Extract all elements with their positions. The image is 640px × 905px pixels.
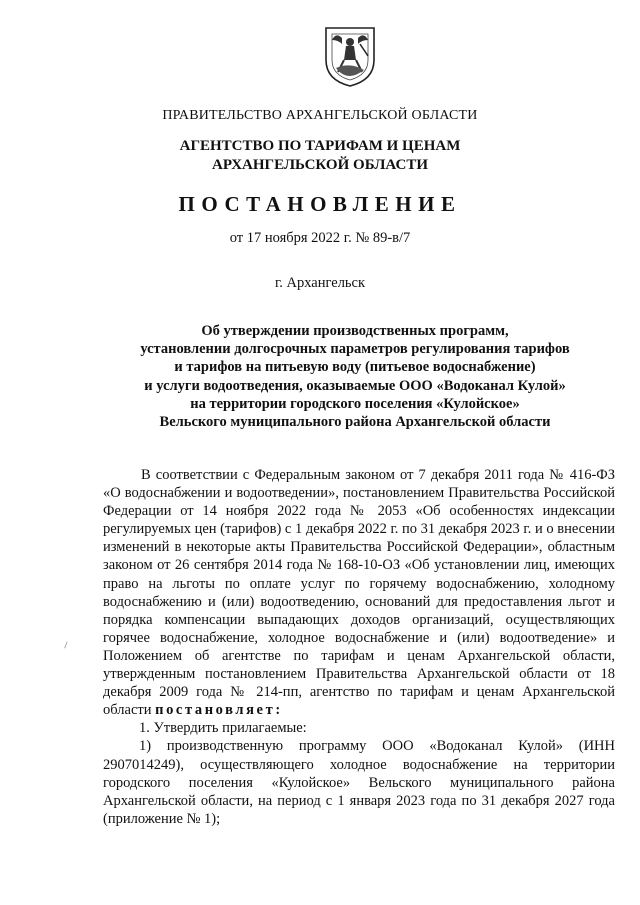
document-date-number: от 17 ноября 2022 г. № 89-в/7 — [229, 230, 411, 246]
item-1: 1. Утвердить прилагаемые: — [139, 720, 307, 737]
document-type: ПОСТАНОВЛЕНИЕ — [178, 192, 462, 216]
title-line: на территории городского поселения «Кулойское» — [190, 395, 520, 412]
agency-name — [0, 137, 640, 175]
title-line: и услуги водоотведения, оказываемые ООО «Водоканал Кулой» — [144, 377, 566, 394]
agency-name-line-1: АГЕНТСТВО ПО ТАРИФАМ И ЦЕНАМ — [179, 138, 461, 154]
title-line: Об утверждении производственных программ, — [201, 323, 509, 339]
item-1-1: 1) производственную программу ООО «Водоканал Кулой» (ИНН 2907014249), осуществляющего холодное водоснабжение на территории городского поселения «Кулойское» Вельского муниципального района Архангельской области, на период с 1 января 2023 года по 31 декабря 2027 года (приложение № 1); — [103, 738, 615, 827]
document-body — [103, 466, 615, 828]
margin-mark: \ — [60, 640, 70, 651]
title-line: установлении долгосрочных параметров регулирования тарифов — [140, 341, 570, 358]
government-name: ПРАВИТЕЛЬСТВО АРХАНГЕЛЬСКОЙ ОБЛАСТИ — [162, 108, 478, 123]
preamble-paragraph — [103, 466, 615, 719]
agency-name-line-2: АРХАНГЕЛЬСКОЙ ОБЛАСТИ — [212, 157, 428, 173]
document-title — [90, 322, 620, 431]
title-line: и тарифов на питьевую воду (питьевое водоснабжение) — [174, 359, 536, 376]
coat-of-arms-icon — [322, 22, 378, 88]
document-city: г. Архангельск — [274, 275, 366, 291]
preamble-text: В соответствии с Федеральным законом от 7 декабря 2011 года № 416-ФЗ «О водоснабжении и водоотведении», постановлением Правительства Российской Федерации от 14 ноября 2022 года № 2053 «Об особенностях индексации регулируемых цен (тарифов) с 1 декабря 2022 г. по 31 декабря 2023 г. и о внесении изменений в некоторые акты Правительства Российской Федерации», областным законом от 26 сентября 2014 года № 168-10-ОЗ «Об установлении лиц, имеющих право на льготы по оплате услуг по горячему водоснабжению, холодному водоснабжению и (или) водоотведению, оснований для предоставления льгот и порядка компенсации выпадающих доходов организаций, осуществляющих горячее водоснабжение, холодное водоснабжение и (или) водоотведение» и Положением об агентстве по тарифам и ценам Архангельской области, утвержденным постановлением Правительства Архангельской области от 18 декабря 2009 года № 214-пп, агентство по тарифам и ценам Архангельской области — [103, 467, 615, 719]
title-line: Вельского муниципального района Архангельской области — [159, 414, 551, 431]
decides-word: постановляет: — [155, 702, 283, 719]
